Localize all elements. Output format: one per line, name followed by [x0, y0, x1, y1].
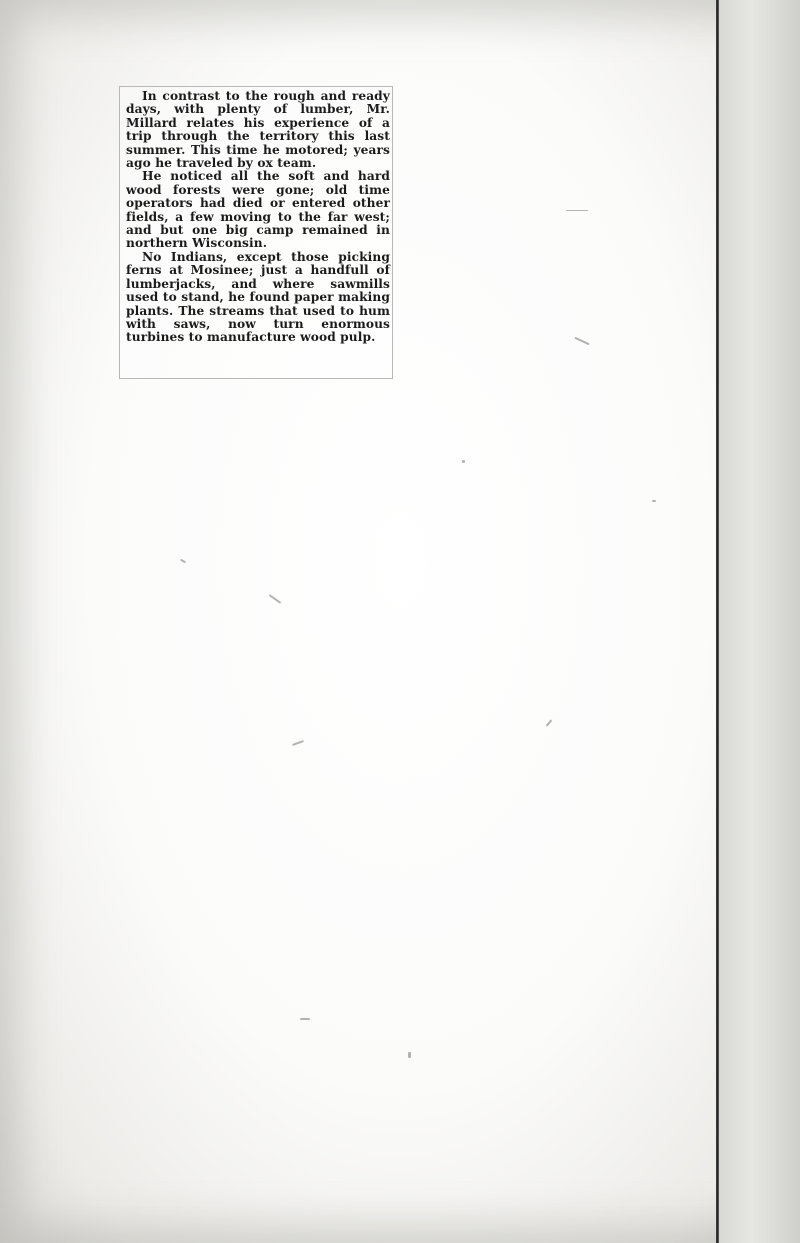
clipping-paragraph-3: No Indians, except those picking ferns at Mosinee; just a handfull of lumberjacks, and where sawmills used to stand, he found paper making plants. The streams that used to hum with saws, now turn enormous turbines to manufacture wood pulp. [126, 249, 390, 345]
paper-speck [566, 210, 588, 211]
paper-speck [408, 1052, 411, 1058]
clipping-paragraph-2: He noticed all the soft and hard wood forests were gone; old time operators had died or entered other fields, a few moving to the far west; and but one big camp remained in northern Wisconsin. [126, 169, 390, 251]
paper-speck [462, 460, 465, 463]
paper-speck [292, 740, 304, 746]
paper-speck [300, 1018, 310, 1020]
page-fold-strip [719, 0, 800, 1243]
paper-speck [180, 559, 186, 564]
page-fold-line [716, 0, 719, 1243]
newspaper-clipping [119, 86, 393, 379]
paper-speck [546, 719, 553, 726]
clipping-paragraph-1: In contrast to the rough and ready days, with plenty of lumber, Mr. Millard relates his experience of a trip through the territory this last summer. This time he motored; years ago he traveled by ox team. [126, 89, 390, 171]
paper-speck [574, 337, 589, 346]
paper-speck [269, 594, 282, 604]
paper-speck [652, 500, 656, 502]
